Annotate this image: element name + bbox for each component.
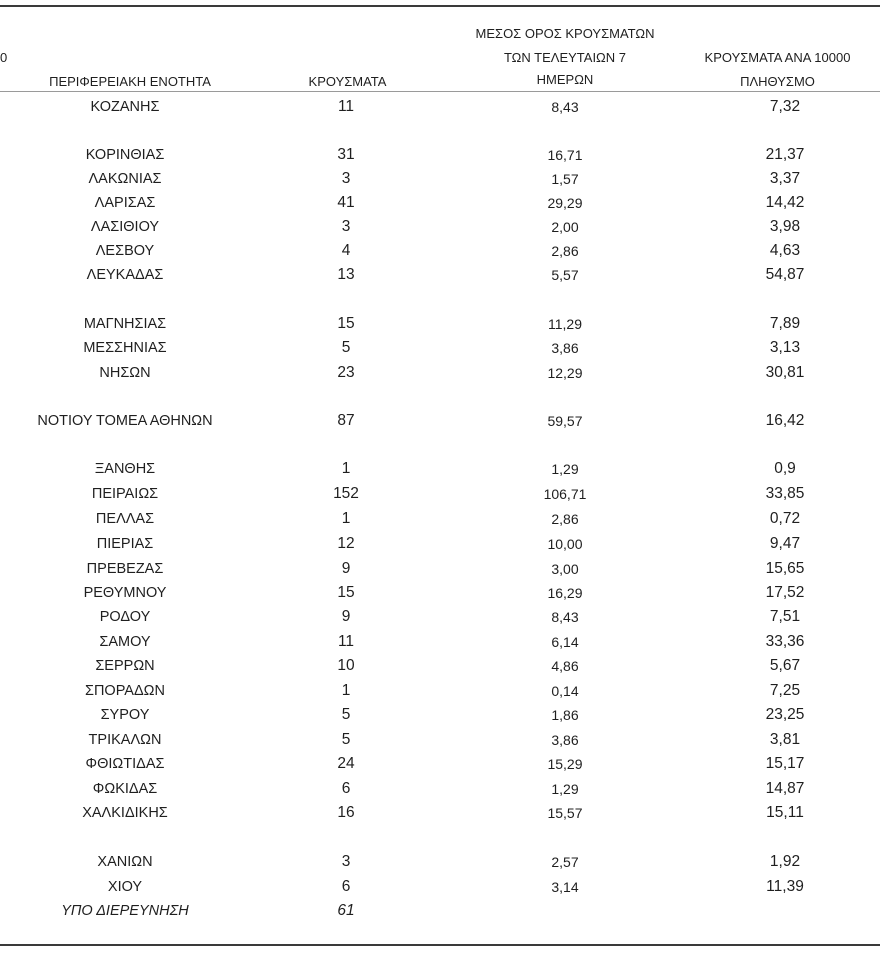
per-cell: 15,65 — [765, 560, 805, 577]
avg-cell: 2,86 — [551, 243, 579, 259]
region-cell: ΚΟΡΙΝΘΙΑΣ — [85, 147, 165, 163]
avg-cell: 1,57 — [551, 171, 579, 187]
avg-cell: 12,29 — [547, 365, 583, 381]
cases-cell: 61 — [337, 902, 355, 919]
avg-cell: 3,00 — [551, 561, 579, 577]
region-cell: ΠΡΕΒΕΖΑΣ — [86, 561, 164, 577]
avg-cell: 15,29 — [547, 756, 583, 772]
avg-cell: 3,14 — [551, 879, 579, 895]
avg-cell: 8,43 — [551, 99, 579, 115]
region-cell: ΠΕΛΛΑΣ — [95, 511, 155, 527]
cases-cell: 152 — [333, 485, 359, 502]
avg-cell: 15,57 — [547, 805, 583, 821]
cases-cell: 10 — [337, 657, 355, 674]
avg-cell: 11,29 — [548, 316, 582, 332]
cases-cell: 3 — [341, 218, 351, 235]
cases-cell: 3 — [341, 853, 351, 870]
avg-cell: 16,29 — [547, 585, 583, 601]
avg-cell: 1,29 — [551, 781, 579, 797]
per-cell: 14,42 — [765, 194, 805, 211]
header-avg-line3: ΗΜΕΡΩΝ — [536, 72, 594, 87]
region-cell: ΛΕΥΚΑΔΑΣ — [86, 267, 164, 283]
header-per-line1: ΚΡΟΥΣΜΑΤΑ ΑΝΑ 10000 — [704, 50, 851, 65]
region-cell: ΣΠΟΡΑΔΩΝ — [85, 683, 165, 699]
per-cell: 3,13 — [769, 339, 801, 356]
region-cell: ΤΡΙΚΑΛΩΝ — [88, 732, 162, 748]
per-cell: 33,85 — [765, 485, 805, 502]
per-cell: 14,87 — [765, 780, 805, 797]
cases-cell: 16 — [337, 804, 355, 821]
per-cell: 3,37 — [769, 170, 801, 187]
cases-cell: 24 — [337, 755, 355, 772]
region-cell: ΦΘΙΩΤΙΔΑΣ — [85, 756, 165, 772]
bottom-border — [0, 944, 880, 946]
cases-cell: 41 — [337, 194, 355, 211]
avg-cell: 29,29 — [547, 195, 583, 211]
cases-cell: 1 — [341, 510, 351, 527]
region-cell: ΡΟΔΟΥ — [99, 609, 151, 625]
per-cell: 11,39 — [766, 878, 804, 895]
per-cell: 9,47 — [769, 535, 801, 552]
cases-cell: 4 — [341, 242, 351, 259]
region-cell: ΡΕΘΥΜΝΟΥ — [83, 585, 167, 601]
cases-cell: 5 — [341, 339, 351, 356]
header-cases: ΚΡΟΥΣΜΑΤΑ — [308, 74, 387, 89]
region-cell: ΣΥΡΟΥ — [100, 707, 150, 723]
cases-cell: 15 — [337, 315, 355, 332]
cases-cell: 6 — [341, 878, 351, 895]
cases-cell: 9 — [341, 560, 351, 577]
per-cell: 21,37 — [765, 146, 805, 163]
header-zero: 0 — [0, 50, 8, 65]
per-cell: 23,25 — [765, 706, 805, 723]
cases-cell: 11 — [337, 633, 355, 650]
region-cell: ΣΑΜΟΥ — [99, 634, 151, 650]
avg-cell: 59,57 — [547, 413, 583, 429]
cases-cell: 15 — [337, 584, 355, 601]
region-cell: ΧΑΝΙΩΝ — [97, 854, 153, 870]
per-cell: 15,17 — [765, 755, 805, 772]
avg-cell: 1,86 — [551, 707, 579, 723]
region-cell: ΧΙΟΥ — [107, 879, 143, 895]
header-region: ΠΕΡΙΦΕΡΕΙΑΚΗ ΕΝΟΤΗΤΑ — [49, 74, 211, 89]
cases-cell: 31 — [337, 146, 355, 163]
avg-cell: 8,43 — [551, 609, 579, 625]
avg-cell: 4,86 — [551, 658, 579, 674]
per-cell: 16,42 — [765, 412, 805, 429]
avg-cell: 2,86 — [551, 511, 579, 527]
avg-cell: 16,71 — [547, 147, 583, 163]
region-cell: ΠΙΕΡΙΑΣ — [96, 536, 154, 552]
region-cell: ΥΠΟ ΔΙΕΡΕΥΝΗΣΗ — [61, 903, 189, 919]
per-cell: 7,51 — [769, 608, 801, 625]
avg-cell: 5,57 — [551, 267, 579, 283]
cases-cell: 87 — [337, 412, 355, 429]
per-cell: 3,81 — [769, 731, 801, 748]
cases-cell: 9 — [341, 608, 351, 625]
avg-cell: 0,14 — [551, 683, 579, 699]
per-cell: 7,89 — [769, 315, 801, 332]
avg-cell: 3,86 — [551, 340, 579, 356]
cases-cell: 23 — [337, 364, 355, 381]
per-cell: 54,87 — [765, 266, 805, 283]
region-cell: ΝΗΣΩΝ — [99, 365, 151, 381]
per-cell: 1,92 — [769, 853, 801, 870]
per-cell: 17,52 — [765, 584, 805, 601]
per-cell: 0,72 — [769, 510, 801, 527]
per-cell: 33,36 — [765, 633, 805, 650]
region-cell: ΠΕΙΡΑΙΩΣ — [91, 486, 159, 502]
header-avg-line2: ΤΩΝ ΤΕΛΕΥΤΑΙΩΝ 7 — [503, 50, 627, 65]
cases-cell: 3 — [341, 170, 351, 187]
per-cell: 4,63 — [769, 242, 801, 259]
region-cell: ΚΟΖΑΝΗΣ — [90, 99, 160, 115]
region-cell: ΜΑΓΝΗΣΙΑΣ — [83, 316, 167, 332]
cases-cell: 13 — [337, 266, 355, 283]
avg-cell: 6,14 — [551, 634, 579, 650]
cases-cell: 5 — [341, 706, 351, 723]
region-cell: ΧΑΛΚΙΔΙΚΗΣ — [82, 805, 168, 821]
header-avg-line1: ΜΕΣΟΣ ΟΡΟΣ ΚΡΟΥΣΜΑΤΩΝ — [475, 26, 655, 41]
region-cell: ΦΩΚΙΔΑΣ — [92, 781, 158, 797]
region-cell: ΛΕΣΒΟΥ — [95, 243, 155, 259]
per-cell: 7,32 — [769, 98, 801, 115]
cases-cell: 6 — [341, 780, 351, 797]
per-cell: 15,11 — [766, 804, 804, 821]
avg-cell: 1,29 — [551, 461, 579, 477]
cases-cell: 11 — [337, 98, 355, 115]
per-cell: 7,25 — [769, 682, 801, 699]
cases-cell: 12 — [337, 535, 355, 552]
cases-cell: 5 — [341, 731, 351, 748]
region-cell: ΣΕΡΡΩΝ — [95, 658, 155, 674]
avg-cell: 106,71 — [543, 486, 587, 502]
header-per-line2: ΠΛΗΘΥΣΜΟ — [740, 74, 815, 89]
avg-cell: 2,57 — [551, 854, 579, 870]
avg-cell: 2,00 — [551, 219, 579, 235]
region-cell: ΝΟΤΙΟΥ ΤΟΜΕΑ ΑΘΗΝΩΝ — [37, 413, 213, 429]
per-cell: 0,9 — [774, 460, 796, 477]
region-cell: ΛΑΚΩΝΙΑΣ — [88, 171, 162, 187]
avg-cell: 10,00 — [547, 536, 583, 552]
cases-cell: 1 — [341, 682, 351, 699]
per-cell: 5,67 — [769, 657, 801, 674]
per-cell: 30,81 — [765, 364, 805, 381]
cases-cell: 1 — [341, 460, 351, 477]
avg-cell: 3,86 — [551, 732, 579, 748]
header-underline — [0, 91, 880, 92]
region-cell: ΞΑΝΘΗΣ — [94, 461, 156, 477]
per-cell: 3,98 — [769, 218, 801, 235]
top-border — [0, 5, 880, 7]
region-cell: ΛΑΣΙΘΙΟΥ — [90, 219, 160, 235]
region-cell: ΜΕΣΣΗΝΙΑΣ — [83, 340, 167, 356]
region-cell: ΛΑΡΙΣΑΣ — [94, 195, 156, 211]
